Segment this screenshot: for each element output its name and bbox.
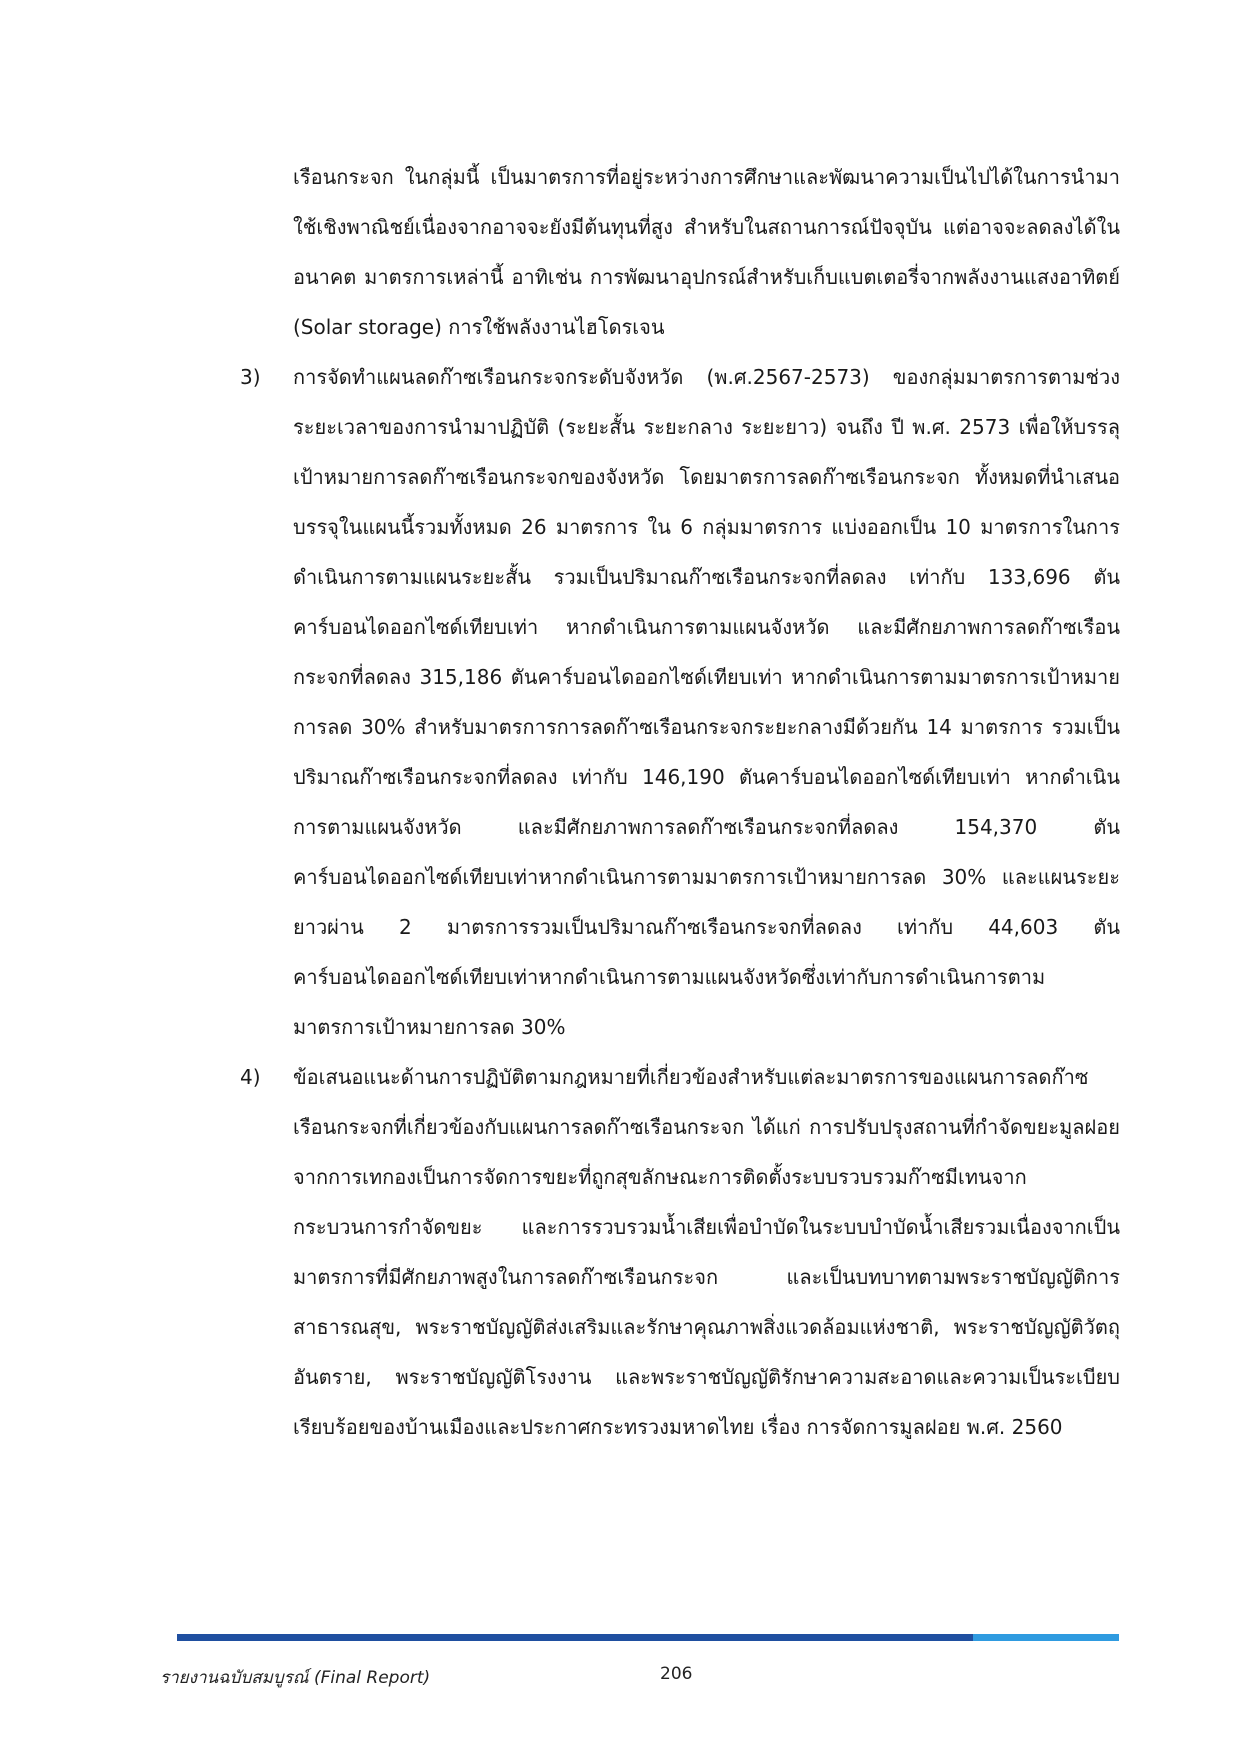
page-number: 206 <box>660 1664 693 1684</box>
continuation-paragraph: เรือนกระจก ในกลุ่มนี้ เป็นมาตรการที่อยู่ระหว่างการศึกษาและพัฒนาความเป็นไปได้ในการนำมาใช้เชิงพาณิชย์เนื่องจากอาจจะยังมีต้นทุนที่สูง สำหรับในสถานการณ์ปัจจุบัน แต่อาจจะลดลงได้ในอนาคต มาตรการเหล่านี้ อาทิเช่น การพัฒนาอุปกรณ์สำหรับเก็บแบตเตอรี่จากพลังงานแสงอาทิตย์ (Solar storage) การใช้พลังงานไฮโดรเจน <box>293 165 1120 339</box>
footer-divider-bar <box>177 1634 1119 1641</box>
list-item-text: การจัดทำแผนลดก๊าซเรือนกระจกระดับจังหวัด (พ.ศ.2567-2573) ของกลุ่มมาตรการตามช่วงระยะเวลาของการนำมาปฏิบัติ (ระยะสั้น ระยะกลาง ระยะยาว) จนถึง ปี พ.ศ. 2573 เพื่อให้บรรลุเป้าหมายการลดก๊าซเรือนกระจกของจังหวัด โดยมาตรการลดก๊าซเรือนกระจก ทั้งหมดที่นำเสนอบรรจุในแผนนี้รวมทั้งหมด 26 มาตรการ ใน 6 กลุ่มมาตรการ แบ่งออกเป็น 10 มาตรการในการดำเนินการตามแผนระยะสั้น รวมเป็นปริมาณก๊าซเรือนกระจกที่ลดลง เท่ากับ 133,696 ตันคาร์บอนไดออกไซด์เทียบเท่า หากดำเนินการตามแผนจังหวัด และมีศักยภาพการลดก๊าซเรือนกระจกที่ลดลง 315,186 ตันคาร์บอนไดออกไซด์เทียบเท่า หากดำเนินการตามมาตรการเป้าหมายการลด 30% สำหรับมาตรการการลดก๊าซเรือนกระจกระยะกลางมีด้วยกัน 14 มาตรการ รวมเป็นปริมาณก๊าซเรือนกระจกที่ลดลง เท่ากับ 146,190 ตันคาร์บอนไดออกไซด์เทียบเท่า หากดำเนินการตามแผนจังหวัด และมีศักยภาพการลดก๊าซเรือนกระจกที่ลดลง 154,370 ตันคาร์บอนไดออกไซด์เทียบเท่าหากดำเนินการตามมาตรการเป้าหมายการลด 30% และแผนระยะยาวผ่าน 2 มาตรการรวมเป็นปริมาณก๊าซเรือนกระจกที่ลดลง เท่ากับ 44,603 ตันคาร์บอนไดออกไซด์เทียบเท่าหากดำเนินการตามแผนจังหวัดซึ่งเท่ากับการดำเนินการตามมาตรการเป้าหมายการลด 30% <box>293 365 1120 1039</box>
footer-bar-dark-segment <box>177 1634 973 1641</box>
list-item-3 <box>240 352 1120 1052</box>
list-item-text: ข้อเสนอแนะด้านการปฏิบัติตามกฎหมายที่เกี่ยวข้องสำหรับแต่ละมาตรการของแผนการลดก๊าซเรือนกระจกที่เกี่ยวข้องกับแผนการลดก๊าซเรือนกระจก ได้แก่ การปรับปรุงสถานที่กำจัดขยะมูลฝอยจากการเทกองเป็นการจัดการขยะที่ถูกสุขลักษณะการติดตั้งระบบรวบรวมก๊าซมีเทนจากกระบวนการกำจัดขยะ และการรวบรวมน้ำเสียเพื่อบำบัดในระบบบำบัดน้ำเสียรวมเนื่องจากเป็นมาตรการที่มีศักยภาพสูงในการลดก๊าซเรือนกระจก และเป็นบทบาทตามพระราชบัญญัติการสาธารณสุข, พระราชบัญญัติส่งเสริมและรักษาคุณภาพสิ่งแวดล้อมแห่งชาติ, พระราชบัญญัติวัตถุอันตราย, พระราชบัญญัติโรงงาน และพระราชบัญญัติรักษาความสะอาดและความเป็นระเบียบเรียบร้อยของบ้านเมืองและประกาศกระทรวงมหาดไทย เรื่อง การจัดการมูลฝอย พ.ศ. 2560 <box>293 1065 1120 1439</box>
footer-bar-light-segment <box>973 1634 1119 1641</box>
list-item-number: 3) <box>240 365 261 389</box>
list-item-number: 4) <box>240 1065 261 1089</box>
list-item-4 <box>240 1052 1120 1452</box>
footer-report-title: รายงานฉบับสมบูรณ์ (Final Report) <box>160 1668 431 1688</box>
body-content <box>240 152 1120 1452</box>
